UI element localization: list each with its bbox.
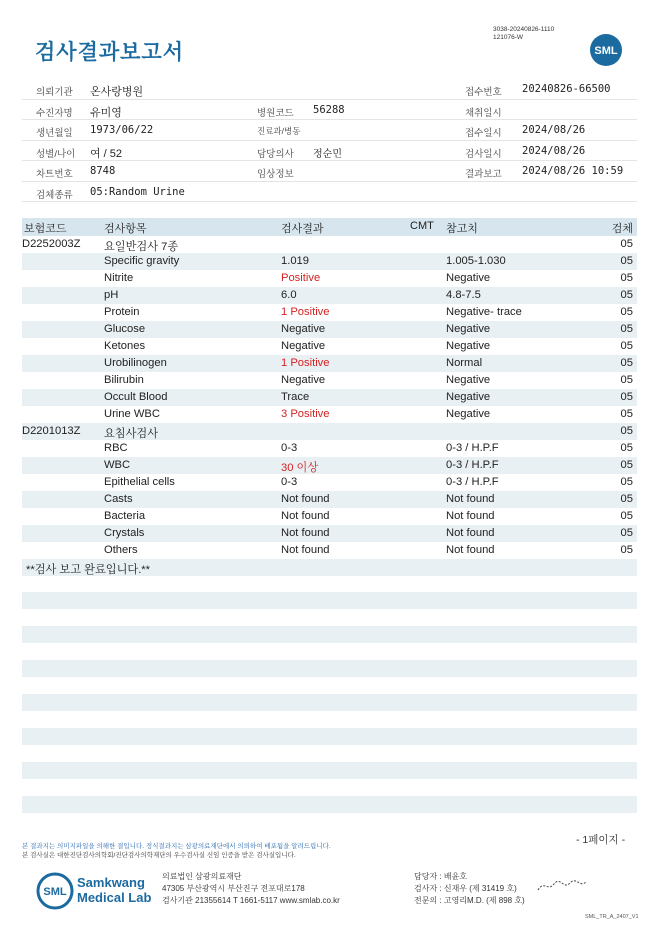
chart-label: 차트번호 <box>36 169 73 180</box>
sml-footer-logo-icon <box>36 872 74 910</box>
collect-label: 채취일시 <box>465 107 502 119</box>
notice-text-1: 본 결과지는 의미지파일을 의해한 결입니다. 정식결과지는 삼광의료재단에서 의뢰하여 배포됨을 알려드립니다. <box>22 843 331 850</box>
table-row <box>22 270 637 287</box>
result-cell: Not found <box>281 526 330 539</box>
result-cell: 1 Positive <box>281 305 330 318</box>
result-cell: 3 Positive <box>281 407 330 420</box>
header-ref: 참고치 <box>446 223 478 235</box>
hospital-code-label: 병원코드 <box>257 107 294 119</box>
dob-value: 1973/06/22 <box>90 124 154 136</box>
form-number: SML_TR_A_2407_V1 <box>585 914 639 920</box>
report-value: 2024/08/26 10:59 <box>522 165 624 177</box>
header-specimen: 검체 <box>611 223 633 235</box>
specimen-cell: 05 <box>620 509 633 522</box>
empty-row <box>22 694 637 711</box>
org-address: 47305 부산광역시 부산진구 전포대로178 <box>162 884 305 893</box>
test-item-cell: Crystals <box>104 526 145 539</box>
table-row <box>22 338 637 355</box>
table-row <box>22 321 637 338</box>
specimen-cell: 05 <box>620 373 633 386</box>
empty-row <box>22 796 637 813</box>
specimen-cell: 05 <box>620 424 633 437</box>
dept-label: 진료과/병동 <box>257 126 301 136</box>
result-cell: 30 이상 <box>281 461 319 474</box>
test-item-cell: Epithelial cells <box>104 475 175 488</box>
result-cell: 0-3 <box>281 441 298 454</box>
reference-cell: Not found <box>446 492 495 505</box>
reference-cell: 1.005-1.030 <box>446 254 506 267</box>
test-date-label: 검사일시 <box>465 148 502 160</box>
org-contact: 검사기관 21355614 T 1661-5117 www.smlab.co.kr <box>162 896 340 905</box>
table-row <box>22 253 637 270</box>
info-row-5 <box>22 161 637 182</box>
test-item-cell: Specific gravity <box>104 254 180 267</box>
table-row <box>22 440 637 457</box>
brand-line2: Medical Lab <box>77 890 152 905</box>
doc-code-line1: 3038-20240826-1110 <box>493 26 555 33</box>
end-note: **검사 보고 완료입니다.** <box>26 563 151 576</box>
test-item-cell: Urine WBC <box>104 407 160 420</box>
institution-value: 온사랑병원 <box>90 86 144 98</box>
result-cell: 0-3 <box>281 475 298 488</box>
test-item-cell: Urobilinogen <box>104 356 167 369</box>
table-header <box>22 218 637 236</box>
signature-icon <box>536 878 588 894</box>
specimen-value: 05:Random Urine <box>90 185 185 198</box>
institution-label: 의뢰기관 <box>36 87 73 98</box>
table-row <box>22 236 637 253</box>
reference-cell: Normal <box>446 356 483 369</box>
results-table <box>22 218 637 576</box>
staff-specialist: 전문의 : 고영리M.D. (제 898 호) <box>414 896 525 905</box>
result-cell: 6.0 <box>281 288 297 301</box>
test-item-cell: Occult Blood <box>104 390 168 403</box>
specimen-cell: 05 <box>620 356 633 369</box>
report-title: 검사결과보고서 <box>35 41 185 64</box>
info-row-3 <box>22 120 637 141</box>
header-item: 검사항목 <box>104 223 147 235</box>
document-code <box>493 26 554 42</box>
table-row <box>22 372 637 389</box>
patient-info-block <box>22 79 637 202</box>
dob-label: 생년월일 <box>36 128 73 139</box>
reference-cell: Negative <box>446 390 491 403</box>
empty-row <box>22 626 637 643</box>
clinical-label: 임상정보 <box>257 169 294 180</box>
specimen-cell: 05 <box>620 339 633 352</box>
specimen-cell: 05 <box>620 475 633 488</box>
specimen-cell: 05 <box>620 458 633 471</box>
specimen-cell: 05 <box>620 492 633 505</box>
staff-handler: 담당자 : 배윤호 <box>414 872 468 881</box>
table-row <box>22 542 637 559</box>
header-code: 보험코드 <box>24 223 67 235</box>
brand-line1: Samkwang <box>77 875 145 890</box>
end-note-row <box>22 559 637 576</box>
test-item-cell: Casts <box>104 492 133 505</box>
table-row <box>22 457 637 474</box>
doctor-label: 담당의사 <box>257 148 294 160</box>
insurance-code-cell: D2252003Z <box>22 237 81 250</box>
patient-value: 유미영 <box>90 106 122 119</box>
table-row <box>22 389 637 406</box>
org-name: 의료법인 삼광의료재단 <box>162 872 242 881</box>
footer-logo-text: SML <box>43 886 67 898</box>
result-cell: Positive <box>281 271 321 284</box>
table-body <box>22 236 637 559</box>
test-item-cell: Bilirubin <box>104 373 144 386</box>
empty-row <box>22 660 637 677</box>
hospital-code-value: 56288 <box>313 103 345 116</box>
empty-row <box>22 728 637 745</box>
test-item-cell: 요침사검사 <box>104 427 159 440</box>
specimen-cell: 05 <box>620 254 633 267</box>
specimen-cell: 05 <box>620 271 633 284</box>
specimen-cell: 05 <box>620 441 633 454</box>
reference-cell: Negative <box>446 271 491 284</box>
header-result: 검사결과 <box>281 223 324 235</box>
doc-code-line2: 121076-W <box>493 34 523 41</box>
table-row <box>22 474 637 491</box>
reference-cell: Not found <box>446 509 495 522</box>
receipt-date-value: 2024/08/26 <box>522 124 586 136</box>
info-row-1 <box>22 79 637 100</box>
test-item-cell: RBC <box>104 441 128 454</box>
reference-cell: 0-3 / H.P.F <box>446 458 499 471</box>
table-row <box>22 355 637 372</box>
test-item-cell: Nitrite <box>104 271 134 284</box>
insurance-code-cell: D2201013Z <box>22 424 81 437</box>
specimen-cell: 05 <box>620 237 633 250</box>
test-item-cell: Bacteria <box>104 509 146 522</box>
header-cmt: CMT <box>410 220 434 232</box>
specimen-label: 검체종류 <box>36 189 73 201</box>
logo-text: SML <box>594 45 618 57</box>
table-row <box>22 287 637 304</box>
test-item-cell: 요일반검사 7종 <box>104 240 179 253</box>
result-cell: Negative <box>281 339 326 352</box>
org-info <box>162 871 340 907</box>
result-cell: Negative <box>281 322 326 335</box>
test-date-value: 2024/08/26 <box>522 144 586 157</box>
reference-cell: Not found <box>446 543 495 556</box>
staff-info <box>414 871 525 907</box>
test-item-cell: WBC <box>104 458 131 471</box>
brand-name <box>77 875 151 905</box>
specimen-cell: 05 <box>620 407 633 420</box>
reference-cell: 0-3 / H.P.F <box>446 441 499 454</box>
reference-cell: 0-3 / H.P.F <box>446 475 499 488</box>
sex-age-value: 여 / 52 <box>90 147 123 160</box>
empty-row <box>22 592 637 609</box>
test-item-cell: pH <box>104 288 119 301</box>
report-label: 결과보고 <box>465 169 502 180</box>
chart-value: 8748 <box>90 165 116 177</box>
specimen-cell: 05 <box>620 322 633 335</box>
table-row <box>22 491 637 508</box>
specimen-cell: 05 <box>620 288 633 301</box>
table-row <box>22 525 637 542</box>
test-item-cell: Protein <box>104 305 140 318</box>
reference-cell: Not found <box>446 526 495 539</box>
reference-cell: Negative- trace <box>446 305 522 318</box>
test-item-cell: Others <box>104 543 138 556</box>
reference-cell: 4.8-7.5 <box>446 288 481 301</box>
reference-cell: Negative <box>446 373 491 386</box>
sex-age-label: 성별/나이 <box>36 148 76 160</box>
empty-row <box>22 762 637 779</box>
specimen-cell: 05 <box>620 543 633 556</box>
reference-cell: Negative <box>446 407 491 420</box>
specimen-cell: 05 <box>620 305 633 318</box>
receipt-date-label: 접수일시 <box>465 128 502 139</box>
doctor-value: 정순민 <box>313 148 342 160</box>
specimen-cell: 05 <box>620 526 633 539</box>
reference-cell: Negative <box>446 339 491 352</box>
patient-label: 수진자명 <box>36 107 73 119</box>
result-cell: Negative <box>281 373 326 386</box>
test-item-cell: Glucose <box>104 322 146 335</box>
info-row-2 <box>22 100 637 121</box>
specimen-cell: 05 <box>620 390 633 403</box>
result-cell: 1 Positive <box>281 356 330 369</box>
table-row <box>22 304 637 321</box>
reference-cell: Negative <box>446 322 491 335</box>
table-row <box>22 508 637 525</box>
table-row <box>22 406 637 423</box>
info-row-4 <box>22 141 637 162</box>
info-row-6 <box>22 182 637 203</box>
result-cell: Trace <box>281 390 310 403</box>
receipt-no-label: 접수번호 <box>465 87 502 98</box>
result-cell: Not found <box>281 509 330 522</box>
staff-tester: 검사자 : 신재우 (제 31419 호) <box>414 884 517 893</box>
test-item-cell: Ketones <box>104 339 146 352</box>
notice-text-2: 본 검사실은 대한진단검사의학회/진단검사의학재단의 우수검사실 신임 인증을 받은 검사실입니다. <box>22 852 296 859</box>
result-cell: Not found <box>281 492 330 505</box>
page-number: - 1페이지 - <box>576 834 626 846</box>
receipt-no-value: 20240826-66500 <box>522 83 611 95</box>
result-cell: Not found <box>281 543 330 556</box>
table-row <box>22 423 637 440</box>
sml-logo-icon <box>589 33 623 67</box>
result-cell: 1.019 <box>281 254 309 267</box>
